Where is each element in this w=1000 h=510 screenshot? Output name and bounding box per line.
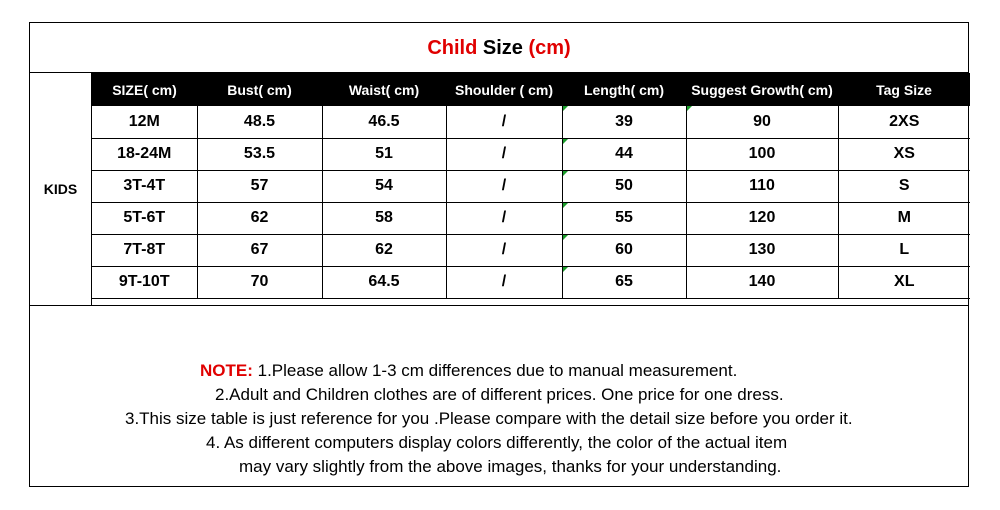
table-cell: L — [838, 234, 970, 266]
table-cell: 50 — [562, 170, 686, 202]
table-cell: S — [838, 170, 970, 202]
note-line-2: 2.Adult and Children clothes are of different prices. One price for one dress. — [215, 385, 784, 404]
column-header: Suggest Growth( cm) — [686, 73, 838, 106]
note-line-5: may vary slightly from the above images, thanks for your understanding. — [239, 457, 782, 476]
table-cell: 58 — [322, 202, 446, 234]
column-header: SIZE( cm) — [92, 73, 197, 106]
table-cell: 2XS — [838, 106, 970, 138]
table-cell: 9T-10T — [92, 266, 197, 298]
chart-title — [30, 23, 968, 73]
table-cell: 70 — [197, 266, 322, 298]
table-cell: 120 — [686, 202, 838, 234]
column-header: Length( cm) — [562, 73, 686, 106]
column-header: Shoulder ( cm) — [446, 73, 562, 106]
table-cell: / — [446, 202, 562, 234]
table-cell: 54 — [322, 170, 446, 202]
table-cell: 140 — [686, 266, 838, 298]
table-cell: 3T-4T — [92, 170, 197, 202]
title-black: Size — [477, 37, 529, 59]
table-cell: 55 — [562, 202, 686, 234]
title-red: Child — [427, 37, 478, 59]
title-unit: (cm) — [528, 37, 571, 59]
table-cell: / — [446, 266, 562, 298]
table-cell: 7T-8T — [92, 234, 197, 266]
table-row — [92, 234, 970, 266]
table-row — [92, 106, 970, 138]
note-line-4: 4. As different computers display colors differently, the color of the actual item — [206, 433, 788, 452]
note-label: NOTE: — [200, 361, 253, 380]
table-cell: / — [446, 170, 562, 202]
note-line-1 — [200, 361, 737, 381]
table-cell: 110 — [686, 170, 838, 202]
table-cell: 65 — [562, 266, 686, 298]
table-cell: 90 — [686, 106, 838, 138]
notes-section — [30, 305, 968, 486]
table-cell: 64.5 — [322, 266, 446, 298]
size-chart — [29, 22, 969, 487]
table-cell: / — [446, 234, 562, 266]
table-cell: 100 — [686, 138, 838, 170]
table-row — [92, 266, 970, 298]
column-header: Waist( cm) — [322, 73, 446, 106]
table-cell: 48.5 — [197, 106, 322, 138]
table-cell: 5T-6T — [92, 202, 197, 234]
table-cell: XL — [838, 266, 970, 298]
table-cell: 51 — [322, 138, 446, 170]
column-header: Bust( cm) — [197, 73, 322, 106]
table-cell: M — [838, 202, 970, 234]
table-row — [92, 138, 970, 170]
table-cell: 67 — [197, 234, 322, 266]
table-row — [92, 202, 970, 234]
table-cell: / — [446, 138, 562, 170]
table-row — [92, 170, 970, 202]
table-cell: 53.5 — [197, 138, 322, 170]
table-cell: / — [446, 106, 562, 138]
table-cell: 18-24M — [92, 138, 197, 170]
size-table — [92, 73, 970, 299]
group-label: KIDS — [30, 73, 92, 305]
table-cell: 44 — [562, 138, 686, 170]
table-cell: XS — [838, 138, 970, 170]
table-cell: 39 — [562, 106, 686, 138]
note-line-3: 3.This size table is just reference for you .Please compare with the detail size before you order it. — [125, 409, 853, 428]
table-cell: 130 — [686, 234, 838, 266]
column-header: Tag Size — [838, 73, 970, 106]
table-cell: 62 — [197, 202, 322, 234]
table-cell: 12M — [92, 106, 197, 138]
table-cell: 57 — [197, 170, 322, 202]
table-cell: 46.5 — [322, 106, 446, 138]
table-cell: 62 — [322, 234, 446, 266]
table-cell: 60 — [562, 234, 686, 266]
header-row — [92, 73, 970, 106]
note-text-1: 1.Please allow 1-3 cm differences due to manual measurement. — [252, 361, 738, 380]
